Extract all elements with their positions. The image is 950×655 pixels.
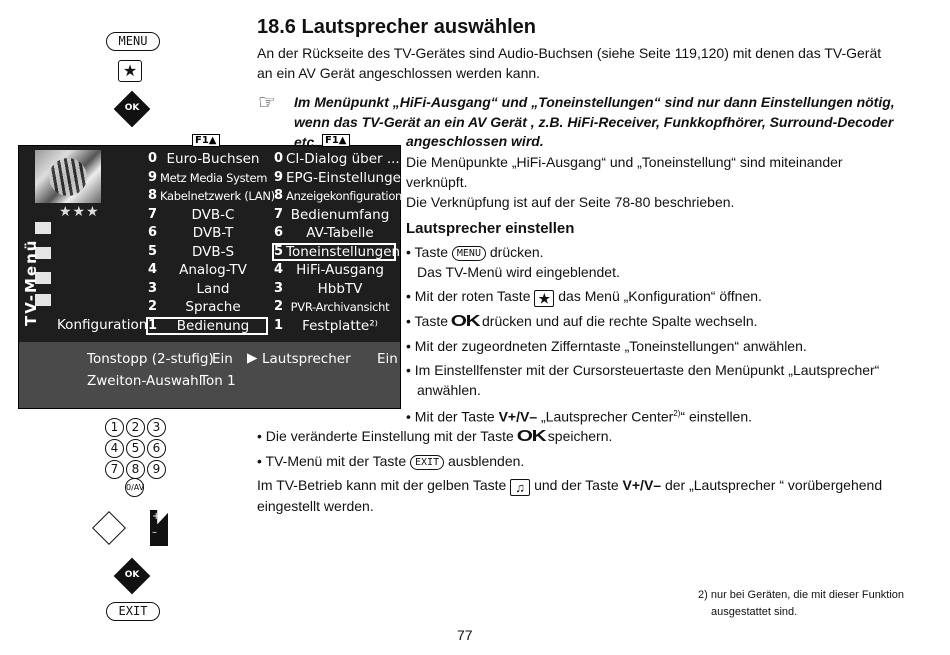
menu-item-label: Euro-Buchsen xyxy=(166,151,260,167)
menu-item-label: AV-Tabelle xyxy=(306,225,374,241)
menu-item[interactable] xyxy=(146,187,275,206)
menu-item[interactable] xyxy=(272,317,396,336)
footnote-line-1: 2) nur bei Geräten, die mit dieser Funktion xyxy=(698,589,905,601)
digit-key-icon: 1 xyxy=(105,418,124,437)
menu-item-label: Analog-TV xyxy=(179,262,247,278)
menu-item-number: 2 xyxy=(274,299,284,314)
menu-item-number: 4 xyxy=(274,262,284,277)
yellow-music-key-icon: ♫ xyxy=(510,479,530,496)
page-title: 18.6 Lautsprecher auswählen xyxy=(257,16,537,38)
link-line-3: Die Verknüpfung ist auf der Seite 78-80 beschrieben. xyxy=(406,194,735,210)
digit-key-icon: 2 xyxy=(126,418,145,437)
menu-item-number: 0 xyxy=(274,151,284,166)
menu-item[interactable] xyxy=(272,298,396,317)
menu-item-number: 8 xyxy=(274,188,284,203)
exit-key-inline-icon: EXIT xyxy=(410,455,444,470)
menu-item[interactable] xyxy=(146,317,268,336)
link-paragraph xyxy=(406,152,926,212)
step-list xyxy=(406,242,926,427)
zweiton-label: Zweiton-Auswahl xyxy=(87,373,203,389)
menu-item-number: 9 xyxy=(148,169,158,185)
menu-item-number: 7 xyxy=(274,206,284,222)
menu-item[interactable] xyxy=(272,187,409,206)
step-7: • Die veränderte Einstellung mit der Taste OK speichern. xyxy=(257,428,613,445)
step-1-note: Das TV-Menü wird eingeblendet. xyxy=(417,264,620,280)
step-5: • Im Einstellfenster mit der Cursorsteuertaste den Menüpunkt „Lautsprecher“ xyxy=(406,362,880,378)
menu-item-number: 3 xyxy=(274,280,284,296)
menu-item[interactable] xyxy=(146,169,268,188)
menu-item[interactable] xyxy=(272,224,396,243)
intro-paragraph xyxy=(257,43,917,83)
menu-item-label: Sprache xyxy=(185,299,241,315)
menu-item-label: EPG-Einstellungen xyxy=(286,169,410,186)
menu-item-label: DVB-S xyxy=(191,243,235,260)
closing-paragraph-2: eingestellt werden. xyxy=(257,498,374,514)
tonstopp-label: Tonstopp (2-stufig) xyxy=(87,351,214,367)
menu-item-label: PVR-Archivansicht xyxy=(290,300,390,314)
menu-item[interactable] xyxy=(272,243,401,262)
note-paragraph xyxy=(294,92,924,152)
digit-key-icon: 5 xyxy=(126,439,145,458)
footnote xyxy=(698,587,904,621)
menu-item[interactable] xyxy=(146,298,268,317)
zero-av-key-icon: 0/AV xyxy=(125,478,144,497)
menu-item-number: 1 xyxy=(274,317,284,333)
side-item-1 xyxy=(35,222,51,234)
menu-item-label: HiFi-Ausgang xyxy=(296,262,384,278)
konfiguration-label: Konfiguration xyxy=(57,317,148,333)
menu-item-label: Toneinstellungen xyxy=(286,243,401,260)
menu-item-label: DVB-T xyxy=(192,225,234,241)
menu-key-inline-icon: MENU xyxy=(452,246,486,261)
red-star-inline-icon: ★ xyxy=(534,290,554,307)
menu-item[interactable] xyxy=(146,150,268,169)
ok-inline-icon: OK xyxy=(450,313,480,330)
menu-item-number: 3 xyxy=(148,280,158,296)
menu-item-number: 0 xyxy=(148,151,158,166)
ok-inline-icon-2: OK xyxy=(516,428,546,445)
lautsprecher-label: Lautsprecher xyxy=(262,351,351,367)
digit-key-icon: 9 xyxy=(147,460,166,479)
red-star-key-icon: ★ xyxy=(118,60,142,82)
cursor-arrow-icon: ▶ xyxy=(247,350,258,366)
tiger-thumbnail xyxy=(35,150,101,203)
menu-item-number: 6 xyxy=(274,225,284,240)
note-line-3: angeschlossen wird. xyxy=(406,133,544,149)
tv-menu-vertical-title: TV-Menü xyxy=(22,238,40,326)
link-line-2: verknüpft. xyxy=(406,174,468,190)
closing-paragraph: Im TV-Betrieb kann mit der gelben Taste ♫ und der Taste V+/V– der „Lautsprecher “ vorübergehend xyxy=(257,477,883,495)
step-8: • TV-Menü mit der Taste EXIT ausblenden. xyxy=(257,453,525,469)
ok-key-label-2: OK xyxy=(124,570,140,580)
digit-key-icon: 6 xyxy=(147,439,166,458)
menu-item-label: Bedienung xyxy=(176,317,250,334)
menu-item-label: Kabelnetzwerk (LAN) xyxy=(160,189,275,203)
hand-pointer-icon: ☞ xyxy=(258,90,276,114)
exit-key-icon: EXIT xyxy=(106,602,160,621)
tv-menu-screenshot xyxy=(18,145,410,409)
menu-item-label: Metz Media System xyxy=(160,170,268,185)
step-5-cont: anwählen. xyxy=(417,382,481,398)
menu-column-right xyxy=(272,150,410,335)
menu-item-number: 4 xyxy=(148,262,158,277)
zweiton-value: Ton 1 xyxy=(200,373,236,389)
menu-item[interactable] xyxy=(272,169,410,188)
digit-key-icon: 7 xyxy=(105,460,124,479)
menu-item-number: 1 xyxy=(148,317,158,333)
menu-item[interactable] xyxy=(146,224,268,243)
menu-item-label: HbbTV xyxy=(317,280,363,297)
menu-key-icon: MENU xyxy=(106,32,160,51)
f1-badge-left: F1▲ xyxy=(192,134,220,147)
rating-stars: ★★★ xyxy=(59,204,100,220)
step-4: • Mit der zugeordneten Zifferntaste „Toneinstellungen“ anwählen. xyxy=(406,338,807,354)
ok-key-label: OK xyxy=(124,103,140,113)
menu-item-number: 7 xyxy=(148,206,158,222)
tv-menu-panel xyxy=(19,146,410,342)
tv-settings-panel xyxy=(19,342,400,408)
f1-badge-right: F1▲ xyxy=(322,134,350,147)
menu-item-number: 2 xyxy=(148,299,158,314)
menu-item[interactable] xyxy=(146,243,268,262)
step-1: • Taste MENU drücken. xyxy=(406,244,544,260)
menu-item-label: Festplatte²⁾ xyxy=(302,317,378,334)
tonstopp-value: Ein xyxy=(212,351,233,367)
menu-item[interactable] xyxy=(146,280,268,299)
section-subtitle: Lautsprecher einstellen xyxy=(406,220,575,237)
menu-item-label: Bedienumfang xyxy=(290,206,390,223)
menu-item-number: 8 xyxy=(148,188,158,203)
intro-line-2: an ein AV Gerät angeschlossen werden kann. xyxy=(257,65,541,81)
intro-line-1: An der Rückseite des TV-Gerätes sind Audio-Buchsen (siehe Seite 119,120) mit denen das TV-Gerät xyxy=(257,45,882,61)
footnote-line-2: ausgestattet sind. xyxy=(711,606,798,618)
menu-item[interactable] xyxy=(272,280,396,299)
digit-key-icon: 3 xyxy=(147,418,166,437)
link-line-1: Die Menüpunkte „HiFi-Ausgang“ und „Toneinstellung“ sind miteinander xyxy=(406,154,843,170)
step-6: • Mit der Taste V+/V– „Lautsprecher Center$^{2)}$“ einstellen. xyxy=(406,408,753,425)
menu-item-label: CI-Dialog über ... xyxy=(286,151,400,167)
menu-item[interactable] xyxy=(272,261,396,280)
cursor-keys-icon xyxy=(92,511,126,545)
menu-item[interactable] xyxy=(272,150,400,169)
menu-item[interactable] xyxy=(272,206,396,225)
menu-item-number: 5 xyxy=(148,243,158,259)
note-line-2: wenn das TV-Gerät an ein AV Gerät , z.B. HiFi-Receiver, Funkkopfhörer, Surround-Decoder etc., xyxy=(294,114,894,150)
note-line-1: Im Menüpunkt „HiFi-Ausgang“ und „Toneinstellungen“ sind nur dann Einstellungen nötig, xyxy=(294,94,895,110)
menu-column-left xyxy=(146,150,275,335)
page-number: 77 xyxy=(457,627,473,643)
menu-item-label: Land xyxy=(196,280,230,297)
plus-minus-label: + – xyxy=(152,511,161,538)
digit-key-icon: 4 xyxy=(105,439,124,458)
final-steps xyxy=(257,426,927,516)
menu-item-label: Anzeigekonfiguration²⁾ xyxy=(286,189,409,203)
menu-item-number: 9 xyxy=(274,169,284,185)
step-2: • Mit der roten Taste ★ das Menü „Konfiguration“ öffnen. xyxy=(406,288,762,306)
menu-item[interactable] xyxy=(146,206,268,225)
menu-item-number: 5 xyxy=(274,243,284,259)
lautsprecher-value: Ein xyxy=(377,351,398,367)
menu-item[interactable] xyxy=(146,261,268,280)
menu-item-number: 6 xyxy=(148,225,158,240)
digit-key-icon: 8 xyxy=(126,460,145,479)
step-3: • Taste OK drücken und auf die rechte Spalte wechseln. xyxy=(406,313,758,330)
menu-item-label: DVB-C xyxy=(191,206,235,223)
